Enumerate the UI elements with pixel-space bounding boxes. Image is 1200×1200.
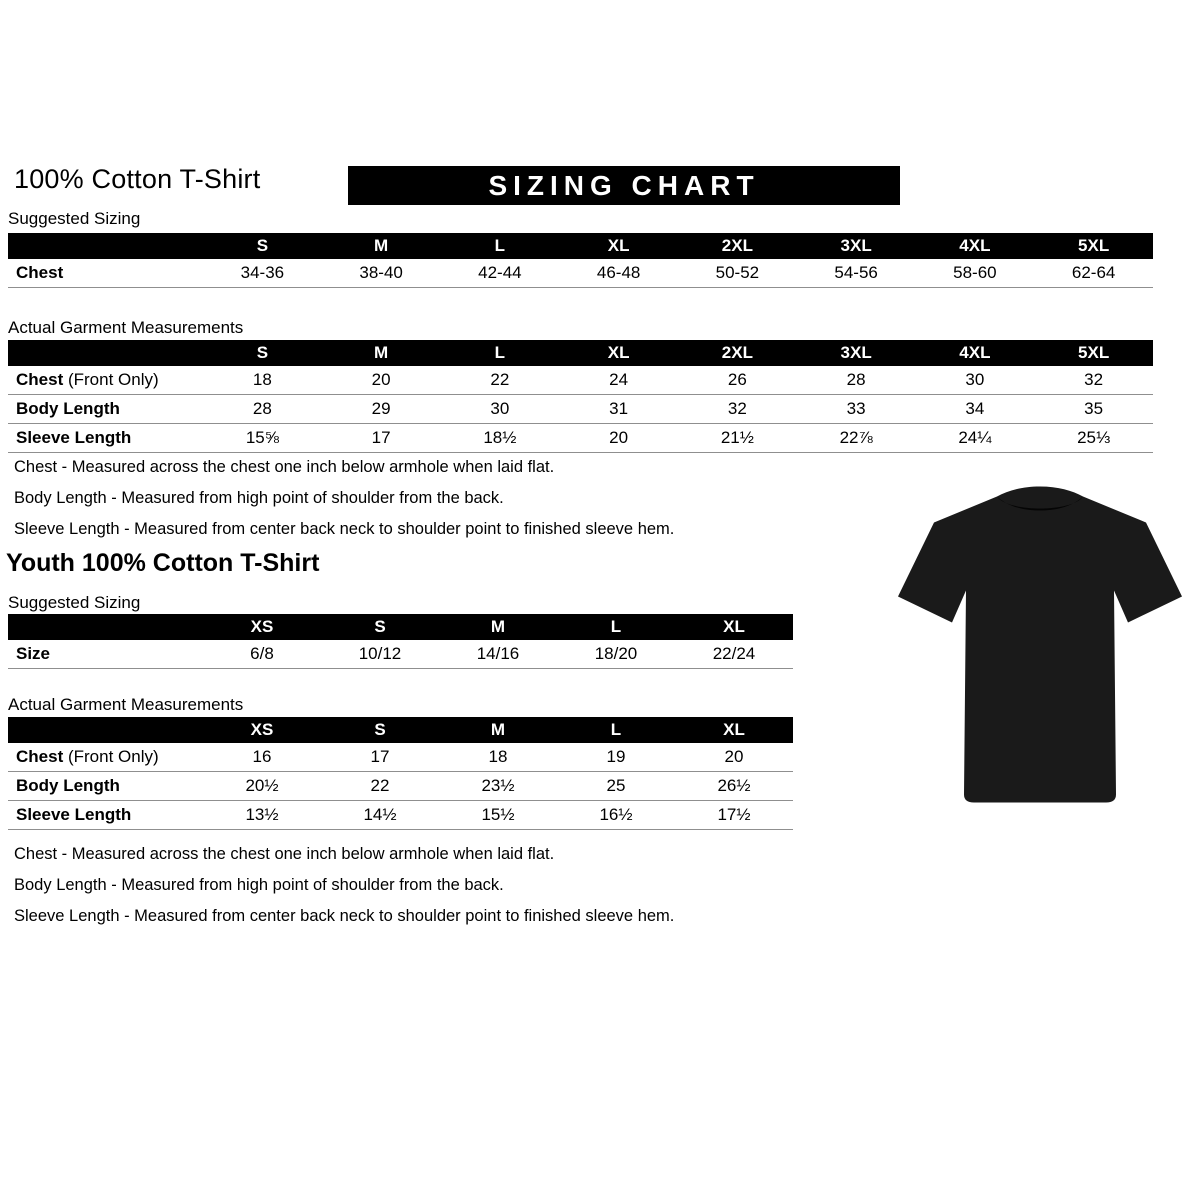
value-cell: 23½ (439, 772, 557, 801)
value-cell: 25⅓ (1034, 424, 1153, 453)
value-cell: 30 (441, 395, 560, 424)
value-cell: 26½ (675, 772, 793, 801)
value-cell: 18½ (441, 424, 560, 453)
row-label: Chest (Front Only) (8, 743, 203, 772)
note-body-length: Body Length - Measured from high point of shoulder from the back. (14, 876, 504, 894)
row-label: Body Length (8, 772, 203, 801)
table-row (8, 259, 1153, 288)
adult-suggested-sizing-label: Suggested Sizing (8, 209, 141, 228)
value-cell: 16 (203, 743, 321, 772)
value-cell: 22 (441, 366, 560, 395)
note-body-length: Body Length - Measured from high point of shoulder from the back. (14, 489, 504, 507)
value-cell: 38-40 (322, 259, 441, 288)
value-cell: 18/20 (557, 640, 675, 669)
row-label: Body Length (8, 395, 203, 424)
value-cell: 62-64 (1034, 259, 1153, 288)
size-column-header: 4XL (916, 233, 1035, 259)
adult-actual-measurements-table (8, 340, 1153, 453)
table-header-row (8, 614, 793, 640)
size-column-header: XL (559, 340, 678, 366)
value-cell: 21½ (678, 424, 797, 453)
table-header-row (8, 717, 793, 743)
row-label: Chest (Front Only) (8, 366, 203, 395)
table-row (8, 640, 793, 669)
value-cell: 22 (321, 772, 439, 801)
corner-cell (8, 614, 203, 640)
sizing-chart-banner: SIZING CHART (348, 166, 900, 205)
youth-actual-measurements-table (8, 717, 793, 830)
value-cell: 29 (322, 395, 441, 424)
value-cell: 17 (322, 424, 441, 453)
value-cell: 20 (322, 366, 441, 395)
table-row (8, 424, 1153, 453)
value-cell: 13½ (203, 801, 321, 830)
size-column-header: 3XL (797, 340, 916, 366)
value-cell: 30 (916, 366, 1035, 395)
value-cell: 22/24 (675, 640, 793, 669)
value-cell: 32 (1034, 366, 1153, 395)
size-column-header: XS (203, 614, 321, 640)
adult-measurement-notes (14, 458, 674, 551)
table-row (8, 743, 793, 772)
size-column-header: XS (203, 717, 321, 743)
note-chest: Chest - Measured across the chest one inch below armhole when laid flat. (14, 458, 555, 476)
value-cell: 14½ (321, 801, 439, 830)
corner-cell (8, 233, 203, 259)
size-column-header: S (203, 233, 322, 259)
row-label: Sleeve Length (8, 424, 203, 453)
size-column-header: L (557, 614, 675, 640)
value-cell: 17 (321, 743, 439, 772)
size-column-header: 2XL (678, 340, 797, 366)
size-column-header: 4XL (916, 340, 1035, 366)
size-column-header: L (557, 717, 675, 743)
value-cell: 15⅝ (203, 424, 322, 453)
value-cell: 20½ (203, 772, 321, 801)
value-cell: 19 (557, 743, 675, 772)
size-column-header: S (321, 614, 439, 640)
youth-measurement-notes (14, 845, 674, 938)
value-cell: 17½ (675, 801, 793, 830)
value-cell: 28 (797, 366, 916, 395)
size-column-header: 2XL (678, 233, 797, 259)
size-column-header: 5XL (1034, 233, 1153, 259)
table-row (8, 395, 1153, 424)
note-sleeve-length: Sleeve Length - Measured from center back neck to shoulder point to finished sleeve hem. (14, 520, 675, 538)
size-column-header: M (322, 340, 441, 366)
value-cell: 18 (203, 366, 322, 395)
size-column-header: M (439, 614, 557, 640)
youth-suggested-sizing-table (8, 614, 793, 669)
value-cell: 32 (678, 395, 797, 424)
adult-actual-measurements-label: Actual Garment Measurements (8, 318, 244, 337)
youth-actual-measurements-label: Actual Garment Measurements (8, 695, 244, 714)
size-column-header: 3XL (797, 233, 916, 259)
note-sleeve-length: Sleeve Length - Measured from center back neck to shoulder point to finished sleeve hem. (14, 907, 675, 925)
value-cell: 16½ (557, 801, 675, 830)
value-cell: 58-60 (916, 259, 1035, 288)
note-chest: Chest - Measured across the chest one inch below armhole when laid flat. (14, 845, 555, 863)
value-cell: 28 (203, 395, 322, 424)
value-cell: 26 (678, 366, 797, 395)
table-header-row (8, 233, 1153, 259)
value-cell: 10/12 (321, 640, 439, 669)
size-column-header: M (322, 233, 441, 259)
value-cell: 34-36 (203, 259, 322, 288)
tshirt-body (898, 487, 1182, 803)
table-row (8, 366, 1153, 395)
adult-section-title: 100% Cotton T-Shirt (14, 164, 261, 194)
value-cell: 50-52 (678, 259, 797, 288)
size-column-header: XL (675, 614, 793, 640)
table-row (8, 801, 793, 830)
value-cell: 22⅞ (797, 424, 916, 453)
value-cell: 20 (559, 424, 678, 453)
value-cell: 14/16 (439, 640, 557, 669)
value-cell: 31 (559, 395, 678, 424)
value-cell: 54-56 (797, 259, 916, 288)
value-cell: 6/8 (203, 640, 321, 669)
value-cell: 34 (916, 395, 1035, 424)
adult-suggested-sizing-table (8, 233, 1153, 288)
youth-suggested-sizing-label: Suggested Sizing (8, 593, 141, 612)
corner-cell (8, 340, 203, 366)
size-column-header: L (441, 340, 560, 366)
size-column-header: XL (675, 717, 793, 743)
value-cell: 24 (559, 366, 678, 395)
table-row (8, 772, 793, 801)
corner-cell (8, 717, 203, 743)
size-column-header: S (203, 340, 322, 366)
value-cell: 20 (675, 743, 793, 772)
table-header-row (8, 340, 1153, 366)
size-column-header: S (321, 717, 439, 743)
value-cell: 33 (797, 395, 916, 424)
size-column-header: XL (559, 233, 678, 259)
value-cell: 24¼ (916, 424, 1035, 453)
size-column-header: M (439, 717, 557, 743)
black-tshirt-image (890, 478, 1190, 813)
youth-section-title: Youth 100% Cotton T-Shirt (6, 549, 320, 577)
value-cell: 25 (557, 772, 675, 801)
row-label: Chest (8, 259, 203, 288)
value-cell: 35 (1034, 395, 1153, 424)
value-cell: 18 (439, 743, 557, 772)
size-column-header: 5XL (1034, 340, 1153, 366)
row-label: Sleeve Length (8, 801, 203, 830)
row-label: Size (8, 640, 203, 669)
value-cell: 46-48 (559, 259, 678, 288)
size-column-header: L (441, 233, 560, 259)
value-cell: 15½ (439, 801, 557, 830)
value-cell: 42-44 (441, 259, 560, 288)
